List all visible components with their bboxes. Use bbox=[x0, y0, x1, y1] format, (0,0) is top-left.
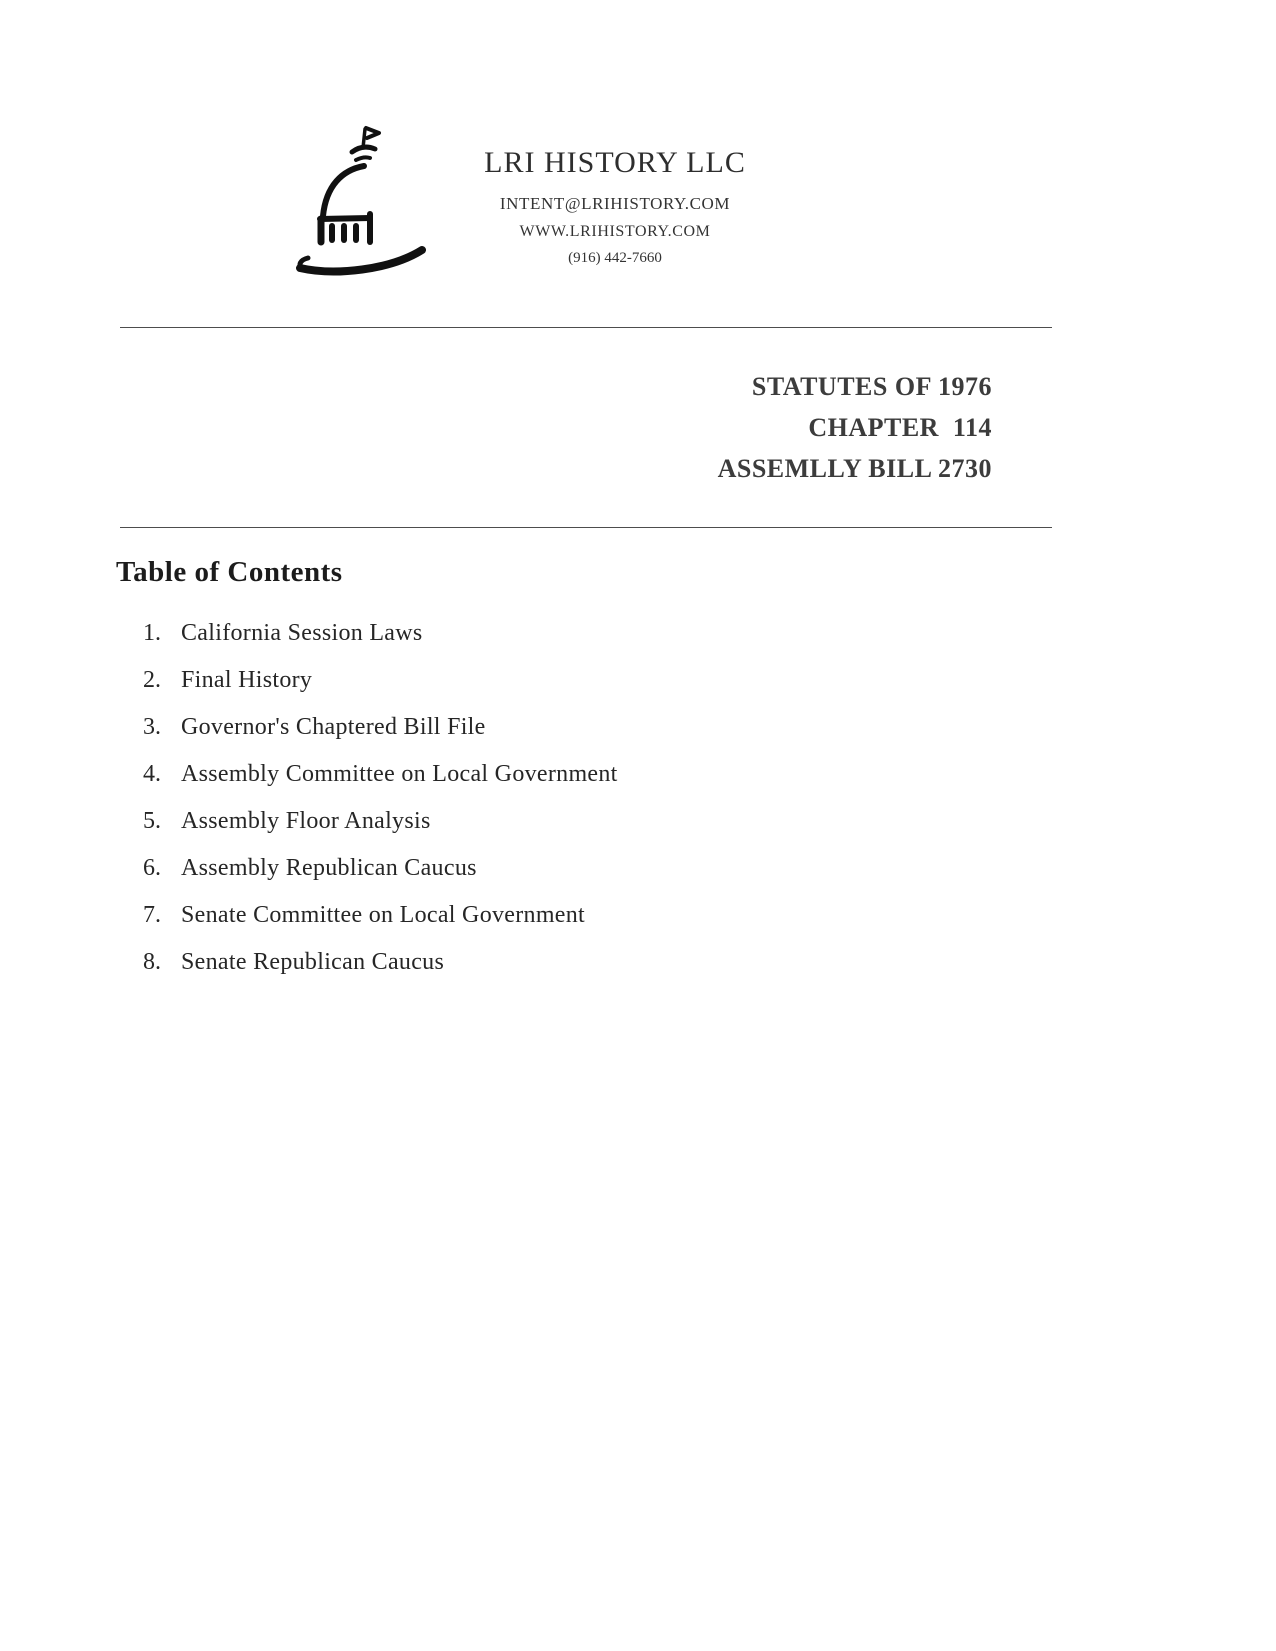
toc-item-label: California Session Laws bbox=[181, 620, 423, 646]
toc-item-number: 8. bbox=[143, 949, 161, 975]
assembly-bill-line: ASSEMLLY BILL 2730 bbox=[717, 454, 992, 483]
company-website: WWW.LRIHISTORY.COM bbox=[519, 223, 711, 240]
toc-item-label: Final History bbox=[181, 667, 313, 693]
toc-item-number: 4. bbox=[143, 761, 161, 787]
capitol-building-icon bbox=[290, 275, 450, 292]
toc-item-label: Assembly Republican Caucus bbox=[181, 855, 477, 881]
toc-item-number: 5. bbox=[143, 808, 161, 834]
toc-item bbox=[143, 808, 618, 855]
company-logo bbox=[290, 118, 450, 288]
toc-item bbox=[143, 949, 618, 996]
toc-item-label: Assembly Committee on Local Government bbox=[181, 761, 618, 787]
company-name: LRI HISTORY LLC bbox=[484, 146, 746, 179]
toc-item-number: 7. bbox=[143, 902, 161, 928]
company-header bbox=[450, 146, 780, 267]
toc-item-label: Assembly Floor Analysis bbox=[181, 808, 431, 834]
company-phone: (916) 442-7660 bbox=[568, 250, 662, 266]
toc-item-label: Senate Republican Caucus bbox=[181, 949, 445, 975]
toc-item bbox=[143, 620, 618, 667]
divider-top bbox=[120, 327, 1052, 328]
statutes-title-block bbox=[718, 366, 992, 489]
toc-list bbox=[143, 620, 618, 996]
toc-item bbox=[143, 667, 618, 714]
toc-item-number: 6. bbox=[143, 855, 161, 881]
toc-item-label: Senate Committee on Local Government bbox=[181, 902, 586, 928]
divider-bottom bbox=[120, 527, 1052, 528]
toc-item bbox=[143, 855, 618, 902]
toc-item-label: Governor's Chaptered Bill File bbox=[181, 714, 486, 740]
toc-heading: Table of Contents bbox=[116, 556, 343, 588]
statutes-line: STATUTES OF 1976 bbox=[751, 372, 992, 401]
chapter-line: CHAPTER 114 bbox=[808, 413, 992, 442]
toc-item bbox=[143, 714, 618, 761]
toc-item-number: 2. bbox=[143, 667, 161, 693]
toc-item bbox=[143, 902, 618, 949]
toc-item-number: 3. bbox=[143, 714, 161, 740]
company-email: INTENT@LRIHISTORY.COM bbox=[499, 194, 731, 213]
toc-item-number: 1. bbox=[143, 620, 161, 646]
toc-item bbox=[143, 761, 618, 808]
